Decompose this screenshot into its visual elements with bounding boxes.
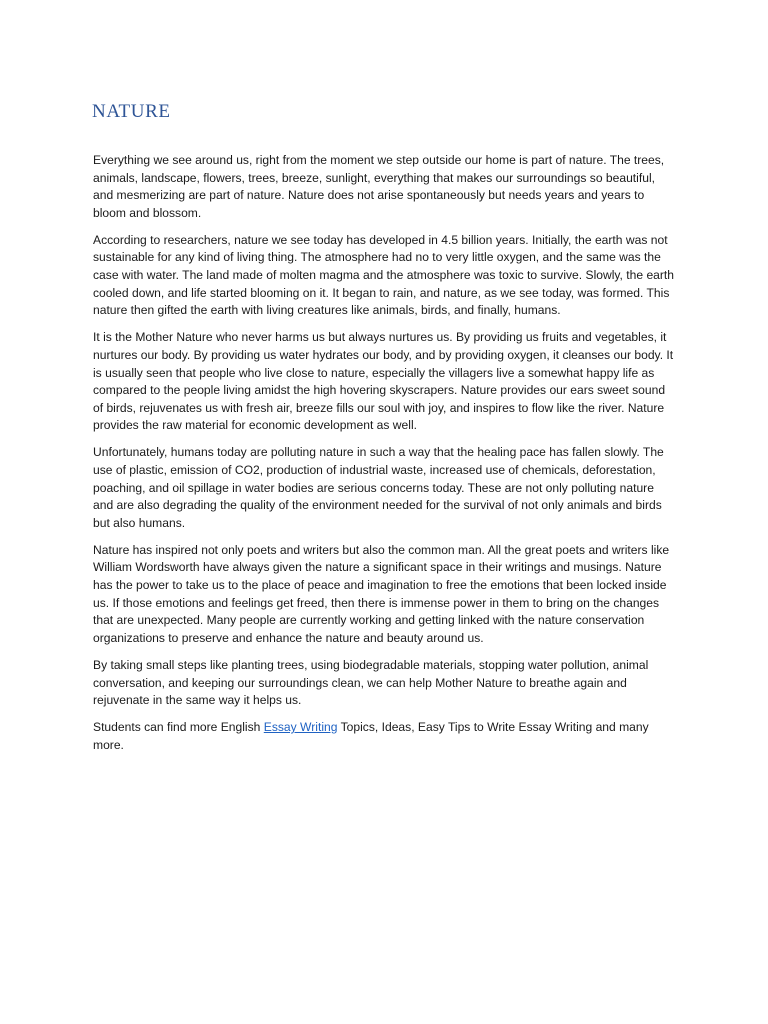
document-body (93, 152, 677, 764)
paragraph-3: It is the Mother Nature who never harms us but always nurtures us. By providing us fruits and vegetables, it nurtures our body. By providing us water hydrates our body, and by providing oxygen, it cleanses our body. It is usually seen that people who live close to nature, especially the villagers live a somewhat happy life as compared to the people living amidst the high hovering skyscrapers. Nature provides our ears sweet sound of birds, rejuvenates us with fresh air, breeze fills our soul with joy, and inspires to flow like the river. Nature provides the raw material for economic development as well. (93, 330, 674, 433)
footer-text-after-link: Topics, Ideas, Easy Tips to Write Essay Writing and many more. (93, 720, 649, 752)
paragraph-4: Unfortunately, humans today are polluting nature in such a way that the healing pace has fallen slowly. The use of plastic, emission of CO2, production of industrial waste, increased use of chemicals, deforestation, poaching, and oil spillage in water bodies are serious concerns today. These are not only polluting nature and are also degrading the quality of the environment needed for the survival of not only animals and birds but also humans. (93, 445, 664, 530)
paragraph-2: According to researchers, nature we see today has developed in 4.5 billion years. Initially, the earth was not sustainable for any kind of living thing. The atmosphere had no to very little oxygen, and the same was the case with water. The land made of molten magma and the atmosphere was toxic to survive. Slowly, the earth cooled down, and life started blooming on it. It began to rain, and nature, as we see today, was formed. This nature then gifted the earth with living creatures like animals, birds, and finally, humans. (93, 232, 675, 318)
document-title: NATURE (92, 101, 171, 122)
paragraph-1: Everything we see around us, right from the moment we step outside our home is part of nature. The trees, animals, landscape, flowers, trees, breeze, sunlight, everything that makes our surroundings so beautiful, and mesmerizing are part of nature. Nature does not arise spontaneously but needs years and years to bloom and blossom. (93, 153, 665, 220)
footer-paragraph (93, 719, 677, 754)
essay-writing-link[interactable]: Essay Writing (263, 720, 338, 735)
footer-text-before-link: Students can find more English (93, 720, 264, 735)
paragraph-5: Nature has inspired not only poets and writers but also the common man. All the great poets and writers like William Wordsworth have always given the nature a significant space in their writings and musings. Nature has the power to take us to the place of peace and imagination to free the emotions that been locked inside us. If those emotions and feelings get freed, then there is immense power in them to bring on the changes that are unexpected. Many people are currently working and getting linked with the nature conservation organizations to preserve and enhance the nature and beauty around us. (93, 542, 670, 645)
paragraph-6: By taking small steps like planting trees, using biodegradable materials, stopping water pollution, animal conversation, and keeping our surroundings clean, we can help Mother Nature to breathe again and rejuvenate in the same way it helps us. (93, 657, 649, 708)
